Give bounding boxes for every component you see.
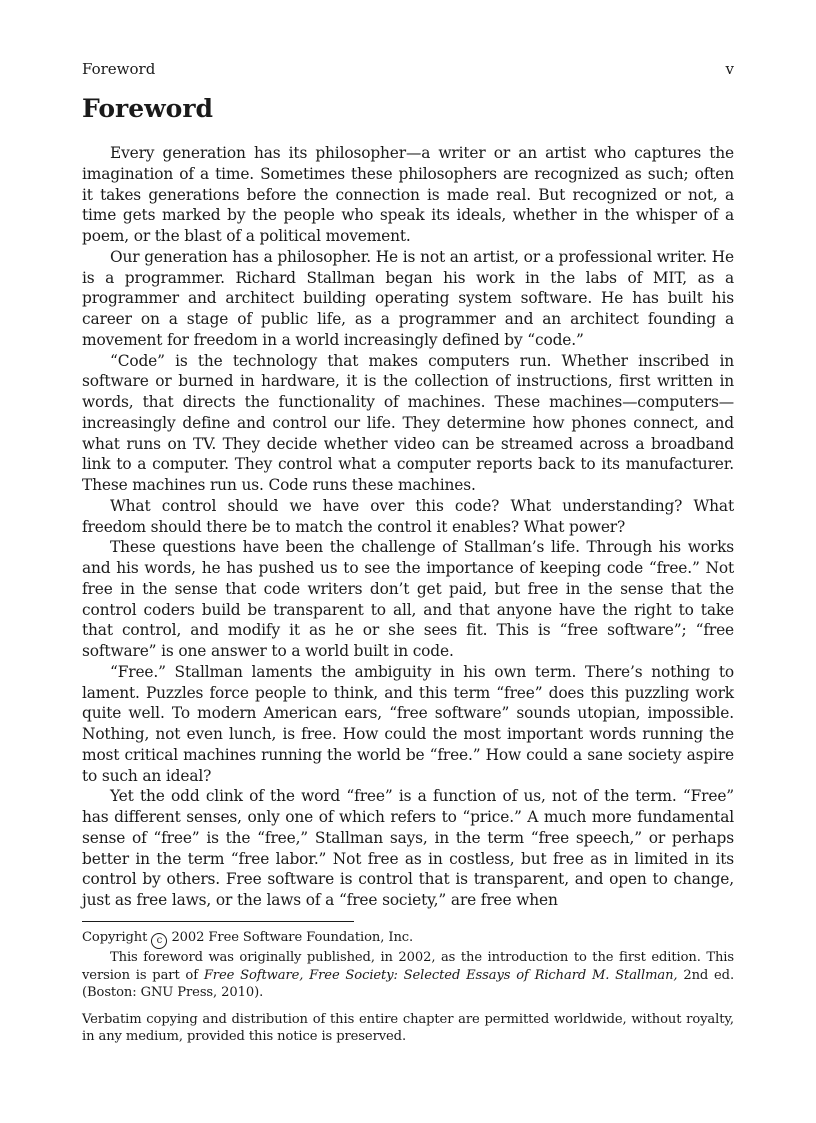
footnote-rule (82, 921, 354, 922)
copyright-icon: c (151, 933, 167, 949)
document-page (82, 0, 734, 1123)
publication-note (82, 949, 734, 1002)
paragraph-3: “Code” is the technology that makes computers run. Whether inscribed in software or burned in hardware, it is the collection of instructions, first written in words, that directs the functionality of machines. These machines—computers—increasingly define and control our life. They determine how phones connect, and what runs on TV. They decide whether video can be streamed across a broadband link to a computer. They control what a computer reports back to its manufacturer. These machines run us. Code runs these machines. (82, 351, 734, 494)
paragraph-1: Every generation has its philosopher—a writer or an artist who captures the imagination of a time. Sometimes these philosophers are recognized as such; often it takes generations before the connection is made real. But recognized or not, a time gets marked by the people who speak its ideals, whether in the whisper of a poem, or the blast of a political movement. (82, 144, 734, 245)
paragraph-4: What control should we have over this code? What understanding? What freedom should there be to match the control it enables? What power? (82, 496, 734, 536)
book-title: Free Software, Free Society: Selected Essays of Richard M. Stallman, (203, 967, 678, 983)
origin-text: This foreword was originally published, in 2002, as the introduction to the first edition. This version is part of (82, 950, 734, 983)
footnote-block (82, 929, 734, 1046)
body-text (82, 143, 734, 911)
paragraph-7: Yet the odd clink of the word “free” is a function of us, not of the term. “Free” has different senses, only one of which refers to “price.” A much more fundamental sense of “free” is the “free,” Stallman says, in the term “free speech,” or perhaps better in the term “free labor.” Not free as in costless, but free as in limited in its control by others. Free software is control that is transparent, and open to change, just as free laws, or the laws of a “free society,” are free when (82, 787, 734, 909)
copyright-holder: 2002 Free Software Foundation, Inc. (171, 930, 414, 945)
paragraph-6: “Free.” Stallman laments the ambiguity in his own term. There’s nothing to lament. Puzzles force people to think, and this term “free” does this puzzling work quite well. To modern American ears, “free software” sounds utopian, impossible. Nothing, not even lunch, is free. How could the most important words running the most critical machines running the world be “free.” How could a sane society aspire to such an ideal? (82, 662, 734, 785)
paragraph-5: These questions have been the challenge of Stallman’s life. Through his works and his words, he has pushed us to see the importance of keeping code “free.” Not free in the sense that code writers don’t get paid, but free in the sense that the control coders build be transparent to all, and that anyone have the right to take that control, and modify it as he or she sees fit. This is “free software”; “free software” is one answer to a world built in code. (82, 538, 734, 660)
edition-text: 2nd ed. (Boston: GNU Press, 2010). (82, 967, 735, 1001)
chapter-title: Foreword (82, 94, 213, 123)
copyright-prefix: Copyright (82, 930, 148, 945)
paragraph-2: Our generation has a philosopher. He is not an artist, or a professional writer. He is a programmer. Richard Stallman began his work in the labs of MIT, as a programmer and architect building operating system software. He has built his career on a stage of public life, as a programmer and an architect founding a movement for freedom in a world increasingly defined by “code.” (82, 247, 734, 349)
running-title: Foreword (82, 60, 156, 78)
license-notice: Verbatim copying and distribution of this entire chapter are permitted worldwide, without royalty, in any medium, provided this notice is preserved. (82, 1011, 734, 1045)
copyright-line (82, 929, 734, 949)
page-number: v (725, 60, 734, 78)
